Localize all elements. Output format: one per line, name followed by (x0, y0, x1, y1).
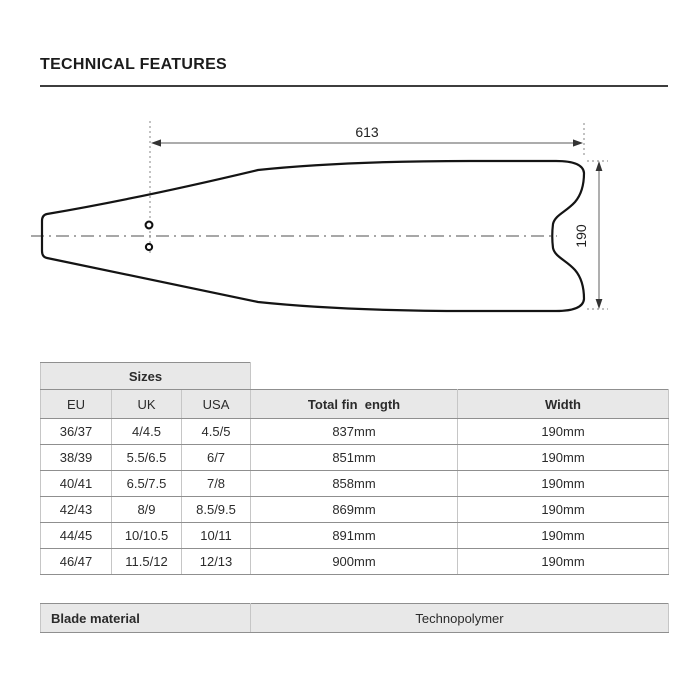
sizes-group-spacer (251, 363, 669, 390)
arrow-right-icon (573, 139, 583, 146)
material-table (40, 603, 669, 633)
cell-uk: 8/9 (112, 497, 182, 523)
cell-length: 851mm (251, 445, 458, 471)
cell-usa: 4.5/5 (182, 419, 251, 445)
cell-width: 190mm (458, 419, 669, 445)
cell-length: 837mm (251, 419, 458, 445)
length-dimension-label: 613 (355, 124, 379, 140)
mounting-hole-upper (146, 222, 153, 229)
table-row (41, 419, 669, 445)
cell-eu: 44/45 (41, 523, 112, 549)
material-value: Technopolymer (251, 604, 669, 633)
cell-usa: 12/13 (182, 549, 251, 575)
cell-width: 190mm (458, 523, 669, 549)
arrow-down-icon (596, 299, 603, 309)
cell-width: 190mm (458, 549, 669, 575)
col-header-width: Width (458, 390, 669, 419)
cell-width: 190mm (458, 497, 669, 523)
cell-eu: 40/41 (41, 471, 112, 497)
table-row (41, 445, 669, 471)
cell-eu: 38/39 (41, 445, 112, 471)
width-dimension (573, 161, 608, 309)
width-dimension-label: 190 (573, 224, 589, 248)
mounting-hole-lower (146, 244, 152, 250)
cell-usa: 10/11 (182, 523, 251, 549)
cell-length: 891mm (251, 523, 458, 549)
size-table (40, 362, 669, 575)
cell-width: 190mm (458, 471, 669, 497)
col-header-eu: EU (41, 390, 112, 419)
fin-technical-drawing (0, 100, 700, 345)
cell-length: 858mm (251, 471, 458, 497)
arrow-up-icon (596, 161, 603, 171)
table-row (41, 549, 669, 575)
material-row (41, 604, 669, 633)
cell-width: 190mm (458, 445, 669, 471)
cell-eu: 36/37 (41, 419, 112, 445)
cell-usa: 7/8 (182, 471, 251, 497)
col-header-uk: UK (112, 390, 182, 419)
table-row (41, 497, 669, 523)
table-row (41, 471, 669, 497)
cell-uk: 6.5/7.5 (112, 471, 182, 497)
cell-uk: 5.5/6.5 (112, 445, 182, 471)
sizes-group-header: Sizes (41, 363, 251, 390)
cell-usa: 8.5/9.5 (182, 497, 251, 523)
title-underline (40, 85, 668, 87)
cell-usa: 6/7 (182, 445, 251, 471)
cell-length: 900mm (251, 549, 458, 575)
cell-uk: 4/4.5 (112, 419, 182, 445)
table-row (41, 523, 669, 549)
page-title: TECHNICAL FEATURES (40, 56, 228, 73)
cell-uk: 10/10.5 (112, 523, 182, 549)
cell-eu: 42/43 (41, 497, 112, 523)
col-header-total-fin-length: Total fin ength (251, 390, 458, 419)
cell-length: 869mm (251, 497, 458, 523)
length-dimension (151, 124, 583, 147)
sizes-group-row (41, 363, 669, 390)
cell-eu: 46/47 (41, 549, 112, 575)
arrow-left-icon (151, 139, 161, 146)
cell-uk: 11.5/12 (112, 549, 182, 575)
material-label: Blade material (41, 604, 251, 633)
col-header-usa: USA (182, 390, 251, 419)
column-header-row (41, 390, 669, 419)
